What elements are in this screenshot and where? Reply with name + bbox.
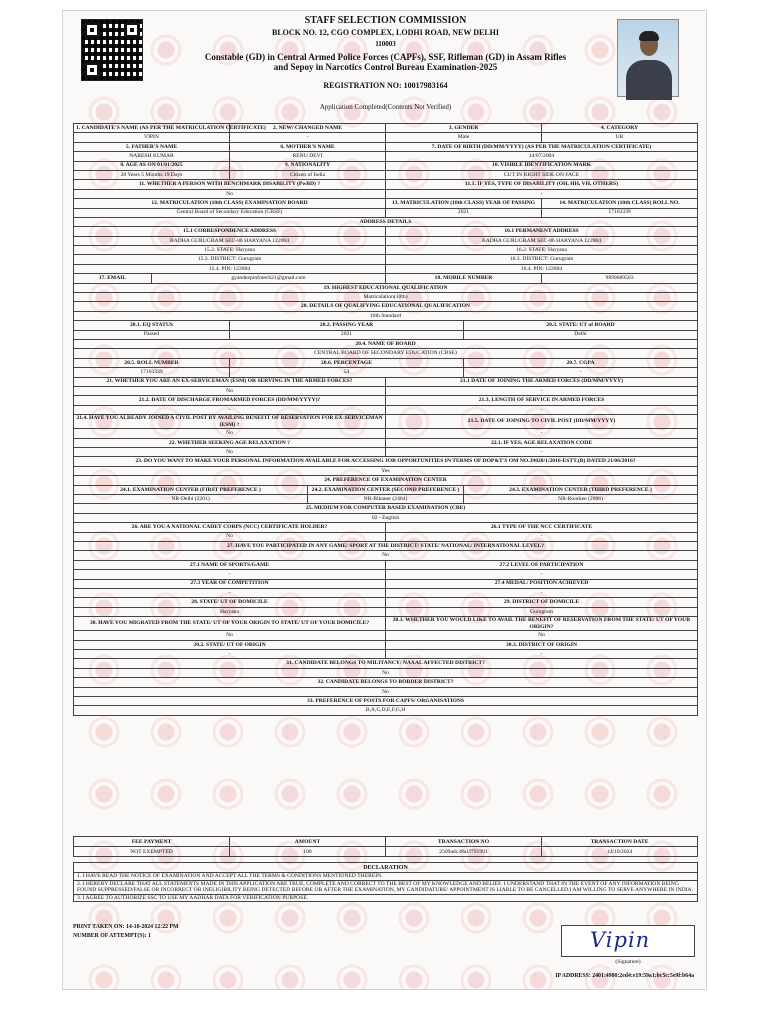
field-label: 24.3. EXAMINATION CENTER (THIRD PREFERENCE ) [464,485,698,494]
field-value: Citizen of India [230,170,386,179]
table-row [74,330,698,339]
field-label: 20.6. PERCENTAGE [230,358,464,367]
table-row [74,264,698,273]
table-row [74,405,698,414]
field-label: 17. EMAIL [74,274,152,283]
field-value: - [386,570,698,579]
declaration-title: DECLARATION [74,863,697,873]
field-label: 6. MOTHER'S NAME [230,142,386,151]
field-value: Matriculation(10th) [74,293,698,302]
declaration-box [73,862,698,902]
field-value: Haryana [74,607,386,616]
field-label: 20. DETAILS OF QUALIFYING EDUCATIONAL QUALIFICATION [74,302,698,311]
field-label: 13. MATRICULATION (10th CLASS) YEAR OF PASSING [386,199,542,208]
field-value: No [74,189,386,198]
table-row [74,476,698,485]
field-value: No [74,429,386,438]
table-row [74,598,698,607]
field-label: 24. PREFERENCE OF EXAMINATION CENTER [74,476,698,485]
field-label: 5. FATHER'S NAME [74,142,230,151]
field-label: 21. WHETHER YOU ARE AN EX-SERVICEMAN (ESM) OR SERVING IN THE ARMED FORCES? [74,377,386,386]
signature-image: Vipin [590,928,651,952]
field-label: 27.4 MEDAL/ POSITION ACHIEVED [386,579,698,588]
field-label: 21.4. HAVE YOU ALREADY JOINED A CIVIL POST BY AVAILING BENEFIT OF RESERVATION FOR EX-SERVICEMAN (ESM) ? [74,415,386,429]
form-header [63,11,708,123]
field-value: Gurugram [386,607,698,616]
field-label: 11.1. IF YES, TYPE OF DISABILITY (OH, HH, VH, OTHERS) [386,180,698,189]
table-row [74,495,698,504]
field-label: 29. DISTRICT OF DOMICILE [386,598,698,607]
table-row [74,448,698,457]
table-row [74,386,698,395]
application-status: Application Completed(Contents Not Verified) [319,103,452,111]
print-taken: PRINT TAKEN ON: 14-10-2024 12:22 PM [73,924,179,930]
field-value: BADHA GURUGRAM SEC-86 HARYANA 122004 [386,236,698,245]
table-row [74,227,698,236]
table-row [74,466,698,475]
field-label: 16.1 PERMANENT ADDRESS [386,227,698,236]
registration-number: REGISTRATION NO: 10017983164 [323,81,448,90]
field-value: No [74,532,386,541]
field-value: 16.4. PIN: 122004 [386,264,698,273]
fee-value: NOT EXEMPTED [74,847,230,857]
field-value: No [386,631,698,640]
org-address: BLOCK NO. 12, CGO COMPLEX, LODHI ROAD, NEW DELHI [272,28,499,37]
field-label: 9. NATIONALITY [230,161,386,170]
field-value: gyandeepinfotech21@gmail.com [152,274,386,283]
table-row [74,659,698,668]
table-row [74,579,698,588]
table-row [74,199,698,208]
field-label: 27.1 NAME OF SPORTS/GAME [74,560,386,569]
field-value: - [386,189,698,198]
application-details-table [73,123,698,716]
table-row [74,283,698,292]
fee-table [73,836,698,857]
field-value: - [74,570,386,579]
field-value: 14/07/2004 [386,152,698,161]
signature-caption: (Signature) [615,959,641,965]
table-row [74,532,698,541]
field-value: - [74,650,386,659]
field-label: 33. PREFERENCE OF POSTS FOR CAPFS/ ORGANISATIONS [74,697,698,706]
table-row [74,368,698,377]
declaration-line: 1. I HAVE READ THE NOTICE OF EXAMINATION AND ACCEPT ALL THE TERMS & CONDITIONS MENTIONED THEREIN. [74,873,697,881]
field-label: 22. WHETHER SEEKING AGE RELAXATION ? [74,438,386,447]
field-value: - [74,405,386,414]
table-row [74,607,698,616]
field-label: 15.1 CORRESPONDENCE ADDRESS [74,227,386,236]
fee-value: 100 [230,847,386,857]
declaration-line: 2. I HEREBY DECLARE THAT ALL STATEMENTS MADE IN THIS APPLICATION ARE TRUE, COMPLETE AND CORRECT TO THE BEST OF MY KNOWLEDGE AND BELIEF. I UNDERSTAND THAT IN THE EVENT OF ANY INFORMATION BEING FOUND SUPPRESSED/FALSE OR INCORRECT OR INELIGIBILITY BEING DETECTED BEFORE OR AFTER THE EXAMINATION, MY CANDIDATURE/ APPOINTMENT IS LIABLE TO BE CANCELLED.I AM WILLING TO SERVE ANYWHERE IN INDIA. [74,881,697,895]
field-value: No [74,551,698,560]
table-row [74,504,698,513]
exam-title: Constable (GD) in Central Armed Police Forces (CAPFs), SSF, Rifleman (GD) in Assam Rifles and Sepoy in Narcotics Control Bureau Examination-2025 [204,52,567,72]
field-value: CUT IN RIGHT SIDE ON FACE [386,170,698,179]
field-label: 30. HAVE YOU MIGRATED FROM THE STATE/ UT OF YOUR ORIGIN TO STATE/ UT OF YOUR DOMICILE? [74,617,386,631]
fee-header: AMOUNT [230,837,386,847]
table-row [74,189,698,198]
field-value: - [386,448,698,457]
field-value: No [74,668,698,677]
table-row [74,133,698,142]
fee-header: FEE PAYMENT [74,837,230,847]
table-row [74,217,698,226]
field-label: 30.2. STATE/ UT OF ORIGIN [74,640,386,649]
candidate-photo [617,19,679,97]
field-value: - [386,650,698,659]
field-value: Yes [74,466,698,475]
field-value: Central Board of Secondary Education (CBSE) [74,208,386,217]
field-value: BADHA GURUGRAM SEC-86 HARYANA 122004 [74,236,386,245]
field-label: 22.1. IF YES, AGE RELAXATION CODE [386,438,698,447]
field-label: 14. MATRICULATION (10th CLASS) ROLL NO. [542,199,698,208]
field-value: Passed [74,330,230,339]
field-value: No [74,631,386,640]
table-row [74,170,698,179]
field-value: - [230,133,386,142]
field-value: 15.2. STATE: Haryana [74,246,386,255]
field-label: 20.2. PASSING YEAR [230,321,464,330]
table-row [74,293,698,302]
field-value: - [74,588,386,597]
field-label: 24.2. EXAMINATION CENTER (SECOND PREFERENCE ) [308,485,464,494]
table-row [74,687,698,696]
field-label: 20.1. EQ STATUS [74,321,230,330]
table-row [74,650,698,659]
field-label: 30.1. WHETHER YOU WOULD LIKE TO AVAIL THE BENEFIT OF RESERVATION FROM THE STATE/ UT OF YOUR ORIGIN? [386,617,698,631]
field-label: 21.5. DATE OF JOINING TO CIVIL POST (DD/MM/YYYY) [386,415,698,429]
table-row [74,485,698,494]
table-row [74,339,698,348]
table-row [74,631,698,640]
table-row [74,349,698,358]
table-row [74,396,698,405]
field-label: 21.2. DATE OF DISCHARGE FROMARMED FORCES (DD/MM/YYYY)? [74,396,386,405]
table-row [74,429,698,438]
field-value: NARESH KUMAR [74,152,230,161]
field-value: 54 [230,368,464,377]
field-label: 28. STATE/ UT OF DOMICILE [74,598,386,607]
field-label: 11. WHETHER A PERSON WITH BENCHMARK DISABILITY (PwBD) ? [74,180,386,189]
table-row [74,706,698,715]
table-row [74,588,698,597]
application-form-sheet [62,10,707,990]
table-row [74,321,698,330]
field-value: 2021 [230,330,464,339]
field-label: 23. DO YOU WANT TO MAKE YOUR PERSONAL INFORMATION AVAILABLE FOR ACCESSING JOB OPPORTUNITIES IN TERMS OF DOP&T'S OM NO.39020/1/2016-ESTT.(B) DATED 21/06/2016? [74,457,698,466]
field-value: - [386,405,698,414]
table-row [74,246,698,255]
field-label: 26. ARE YOU A NATIONAL CADET CORPS (NCC) CERTIFICATE HOLDER? [74,523,386,532]
print-info [73,923,178,941]
field-value: - [386,429,698,438]
field-value: B,A,C,D,E,F,G,H [74,706,698,715]
field-value: 15.4. PIN: 122004 [74,264,386,273]
table-row [74,236,698,245]
field-label: 25. MEDIUM FOR COMPUTER BASED EXAMINATION (CBE) [74,504,698,513]
field-value: - [464,368,698,377]
table-row [74,274,698,283]
table-row [74,438,698,447]
field-value: - [386,588,698,597]
field-label: 27. HAVE YOU PARTICIPATED IN ANY GAME/ SPORT AT THE DISTRICT/ STATE/ NATIONAL/ INTERNATIONAL LEVEL? [74,541,698,550]
fee-value: 2509adc38a1f791991 [386,847,542,857]
field-label: 32. CANDIDATE BELONGS TO BORDER DISTRICT? [74,678,698,687]
field-label: 12. MATRICULATION (10th CLASS) EXAMINATION BOARD [74,199,386,208]
field-label: ADDRESS DETAILS [74,217,698,226]
field-label: 27.2 LEVEL OF PARTICIPATION [386,560,698,569]
field-label: 7. DATE OF BIRTH (DD/MM/YYYY) (AS PER THE MATRICULATION CERTIFICATE) [386,142,698,151]
table-row [74,358,698,367]
field-value: 10th Standard [74,311,698,320]
table-row [74,415,698,429]
field-label: 30.3. DISTRICT OF ORIGIN [386,640,698,649]
field-label: 31. CANDIDATE BELONGS TO MILITANCY/ NAXAL AFFECTED DISTRICT? [74,659,698,668]
field-value: No [74,687,698,696]
field-label: 4. CATEGORY [542,124,698,133]
table-row [74,513,698,522]
field-value: 02 - English [74,513,698,522]
table-row [74,161,698,170]
field-label: 10. VISIBLE IDENTIFICATION MARK [386,161,698,170]
field-value: 17163339 [542,208,698,217]
field-value: UR [542,133,698,142]
field-label: 2. NEW/ CHANGED NAME [230,124,386,133]
table-row [74,152,698,161]
field-value: 2021 [386,208,542,217]
table-row [74,255,698,264]
field-label: 20.3. STATE/ UT of BOARD [464,321,698,330]
field-value: 16.2. STATE: Haryana [386,246,698,255]
field-value: 9899689503 [542,274,698,283]
field-value: - [386,532,698,541]
field-label: 24.1. EXAMINATION CENTER (FIRST PREFERENCE ) [74,485,308,494]
field-value: 15.3. DISTRICT: Gurugram [74,255,386,264]
field-label: 21.1 DATE OF JOINING THE ARMED FORCES (DD/MM/YYYY) [386,377,698,386]
table-row [74,697,698,706]
field-value: No [74,386,386,395]
table-row [74,640,698,649]
field-value: 20 Years 5 Months 19 Days [74,170,230,179]
fee-header: TRANSACTION NO [386,837,542,847]
table-row [74,523,698,532]
field-label: 8. AGE AS ON 01/01/2025 [74,161,230,170]
field-value: NR-Delhi (2201) [74,495,308,504]
declaration-line: 3. I AGREE TO AUTHORIZE SSC TO USE MY AADHAR DATA FOR VERIFICATION PURPOSE. [77,894,309,901]
table-row [74,377,698,386]
field-value: 17163339 [74,368,230,377]
field-value: VIPIN [74,133,230,142]
table-row [74,541,698,550]
signature-box [561,925,695,957]
table-row [74,208,698,217]
field-value: Male [386,133,542,142]
table-row [74,302,698,311]
table-row [74,560,698,569]
field-value: CENTRAL BOARD OF SECONDARY EDUCATION (CBSE) [74,349,698,358]
fee-value: 14/10/2024 [542,847,698,857]
table-row [74,457,698,466]
attempt-count: NUMBER OF ATTEMPT(S): 1 [73,933,151,939]
table-row [74,551,698,560]
field-value: - [386,386,698,395]
field-label: 27.3 YEAR OF COMPETITION [74,579,386,588]
table-row [74,617,698,631]
field-label: 1. CANDIDATE'S NAME (AS PER THE MATRICULATION CERTIFICATE) [74,124,230,133]
field-label: 20.5. ROLL NUMBER [74,358,230,367]
table-row [74,311,698,320]
table-row [74,124,698,133]
field-value: 16.3. DISTRICT: Gurugram [386,255,698,264]
table-row [74,180,698,189]
field-label: 26.1 TYPE OF THE NCC CERTIFICATE [386,523,698,532]
field-label: 20.4. NAME OF BOARD [74,339,698,348]
ip-address: IP ADDRESS: 2401:4900:2ed4:e19:59a1:bc5c:5e9f:b64a [555,973,694,979]
field-value: NR-Roorkee (2006) [464,495,698,504]
field-value: No [74,448,386,457]
field-label: 21.3. LENGTH OF SERVICE IN ARMED FORCES [386,396,698,405]
org-name: STAFF SELECTION COMMISSION [304,15,467,26]
fee-header: TRANSACTION DATE [542,837,698,847]
org-pin: 110003 [375,40,396,48]
field-value: RENU DEVI [230,152,386,161]
field-label: 18. MOBILE NUMBER [386,274,542,283]
field-value: NR-Bikaner (2404) [308,495,464,504]
table-row [74,678,698,687]
field-value: Delhi [464,330,698,339]
table-row [74,668,698,677]
field-label: 3. GENDER [386,124,542,133]
table-row [74,570,698,579]
field-label: 19. HIGHEST EDUCATIONAL QUALIFICATION [74,283,698,292]
field-label: 20.7. CGPA [464,358,698,367]
table-row [74,142,698,151]
